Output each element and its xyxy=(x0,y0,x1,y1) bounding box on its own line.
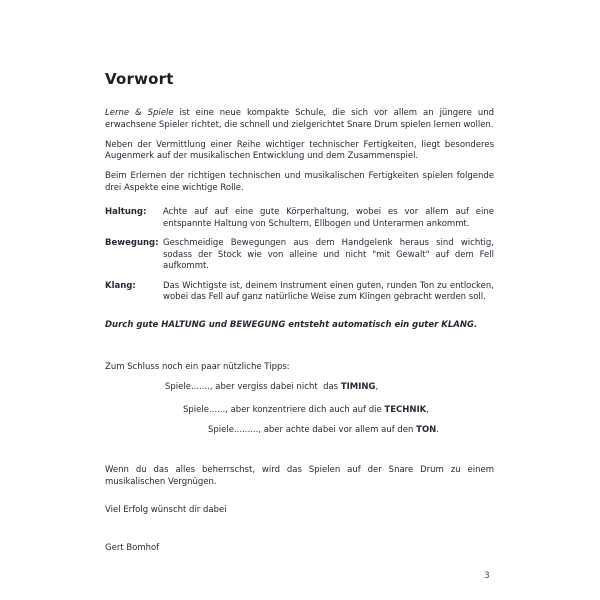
author-signature: Gert Bomhof xyxy=(105,542,160,553)
farewell-line: Viel Erfolg wünscht dir dabei xyxy=(105,505,227,515)
aspect-label: Klang: xyxy=(105,280,136,291)
tip-suffix: , xyxy=(426,404,429,415)
motto-line: Durch gute HALTUNG und BEWEGUNG entsteht automatisch ein guter KLANG. xyxy=(105,319,478,330)
content-column xyxy=(105,0,494,563)
intro-paragraph-1-rest: ist eine neue kompakte Schule, die sich vor allem an jüngere und erwachsene Spieler richtet, die schnell und zielgerichtet Snare Drum spielen lernen wollen. xyxy=(105,108,494,130)
tip-suffix: , xyxy=(375,382,379,392)
aspect-text: Achte auf auf eine gute Körperhaltung, wobei es vor allem auf eine entspannte Haltung von Schultern, Ellbogen und Unterarmen ankommt. xyxy=(163,207,494,229)
aspect-row-bewegung xyxy=(105,238,494,273)
intro-paragraph-1 xyxy=(105,108,494,131)
aspect-text: Geschmeidige Bewegungen aus dem Handgelenk heraus sind wichtig, sodass der Stock wie von alleine und nicht "mit Gewalt" auf dem Fell aufkommt. xyxy=(163,238,494,271)
intro-paragraph-3: Beim Erlernen der richtigen technischen und musikalischen Fertigkeiten spielen folgende drei Aspekte eine wichtige Rolle. xyxy=(105,171,494,193)
intro-paragraph-2: Neben der Vermittlung einer Reihe wichtiger technischer Fertigkeiten, liegt besonderes Augenmerk auf der musikalischen Entwicklung und dem Zusammenspiel. xyxy=(105,139,494,161)
aspect-text: Das Wichtigste ist, deinem Instrument einen guten, runden Ton zu entlocken, wobei das Fell auf ganz natürliche Weise zum Klingen gebracht werden soll. xyxy=(163,280,494,302)
tip-line-ton xyxy=(208,425,494,437)
aspect-row-klang xyxy=(105,281,494,304)
tip-emphasis: TIMING xyxy=(340,382,376,392)
intro-lead-italic: Lerne & Spiele xyxy=(105,108,174,118)
tip-suffix: . xyxy=(436,424,439,435)
aspect-label: Bewegung: xyxy=(105,238,159,248)
tips-intro: Zum Schluss noch ein paar nützliche Tipps: xyxy=(105,362,290,372)
tip-emphasis: TON xyxy=(416,424,437,435)
tip-prefix: Spiele......., aber vergiss dabei nicht das xyxy=(165,382,341,392)
aspect-row-haltung xyxy=(105,207,494,230)
outro-paragraph: Wenn du das alles beherrschst, wird das Spielen auf der Snare Drum zu einem musikalischen Vergnügen. xyxy=(105,465,494,487)
tip-prefix: Spiele........., aber achte dabei vor allem auf den xyxy=(208,424,417,435)
aspects-list xyxy=(105,207,494,304)
tip-prefix: Spiele......, aber konzentriere dich auch auf die xyxy=(183,404,385,415)
tip-emphasis: TECHNIK xyxy=(384,404,427,415)
tip-line-timing xyxy=(165,382,494,394)
tip-line-technik xyxy=(183,405,494,417)
page-number: 3 xyxy=(484,571,490,581)
page-title: Vorwort xyxy=(105,70,174,88)
aspect-label: Haltung: xyxy=(105,207,147,217)
